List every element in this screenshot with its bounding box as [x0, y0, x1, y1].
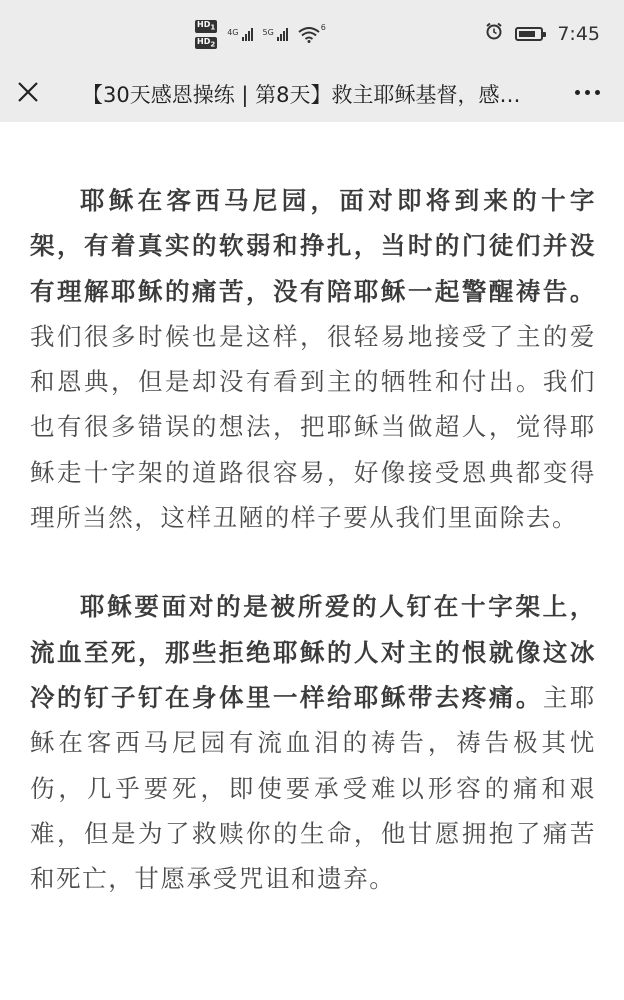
- hd-badge-2: $HD_2$: [197, 36, 216, 49]
- paragraph-1: [30, 178, 596, 540]
- title-bar: [0, 70, 624, 122]
- hd-badges: [195, 20, 217, 49]
- paragraph-1-bold: 耶稣在客西马尼园，面对即将到来的十字架，有着真实的软弱和挣扎，当时的门徒们并没有理解耶稣的痛苦，没有陪耶稣一起警醒祷告。: [30, 186, 596, 306]
- wifi-icon: [298, 22, 326, 43]
- status-bar: [0, 0, 624, 70]
- battery-icon: [515, 27, 543, 41]
- paragraph-2-bold: 耶稣要面对的是被所爱的人钉在十字架上，流血至死，那些拒绝耶稣的人对主的恨就像这冰冷的钉子钉在身体里一样给耶稣带去疼痛。: [30, 592, 596, 712]
- paragraph-2: [30, 584, 596, 901]
- network-type-label-1: 4G: [227, 28, 239, 38]
- hd-badge-1: $HD_1$: [197, 20, 216, 32]
- status-right-cluster: [485, 22, 600, 45]
- article-body: [30, 178, 596, 901]
- status-time: 7:45: [557, 22, 600, 45]
- alarm-icon: [485, 22, 503, 45]
- network-type-label-2: 5G: [262, 28, 274, 38]
- page-title: 【30天感恩操练 | 第8天】救主耶稣基督，感…: [82, 83, 521, 107]
- paragraph-2-text: 主耶稣在客西马尼园有流血泪的祷告，祷告极其忧伤，几乎要死，即使要承受难以形容的痛和艰难，但是为了救赎你的生命，他甘愿拥抱了痛苦和死亡，甘愿承受咒诅和遗弃。: [30, 682, 597, 894]
- close-icon[interactable]: [14, 78, 42, 106]
- status-left-cluster: [195, 20, 326, 49]
- more-icon[interactable]: [575, 82, 600, 102]
- signal-icon-2: [263, 28, 288, 41]
- wifi-label: 6: [320, 22, 326, 32]
- signal-icon: [227, 28, 252, 41]
- paragraph-1-text: 我们很多时候也是这样，很轻易地接受了主的爱和恩典，但是却没有看到主的牺牲和付出。我们也有很多错误的想法，把耶稣当做超人，觉得耶稣走十字架的道路很容易，好像接受恩典都变得理所当然，这样丑陋的样子要从我们里面除去。: [30, 321, 596, 533]
